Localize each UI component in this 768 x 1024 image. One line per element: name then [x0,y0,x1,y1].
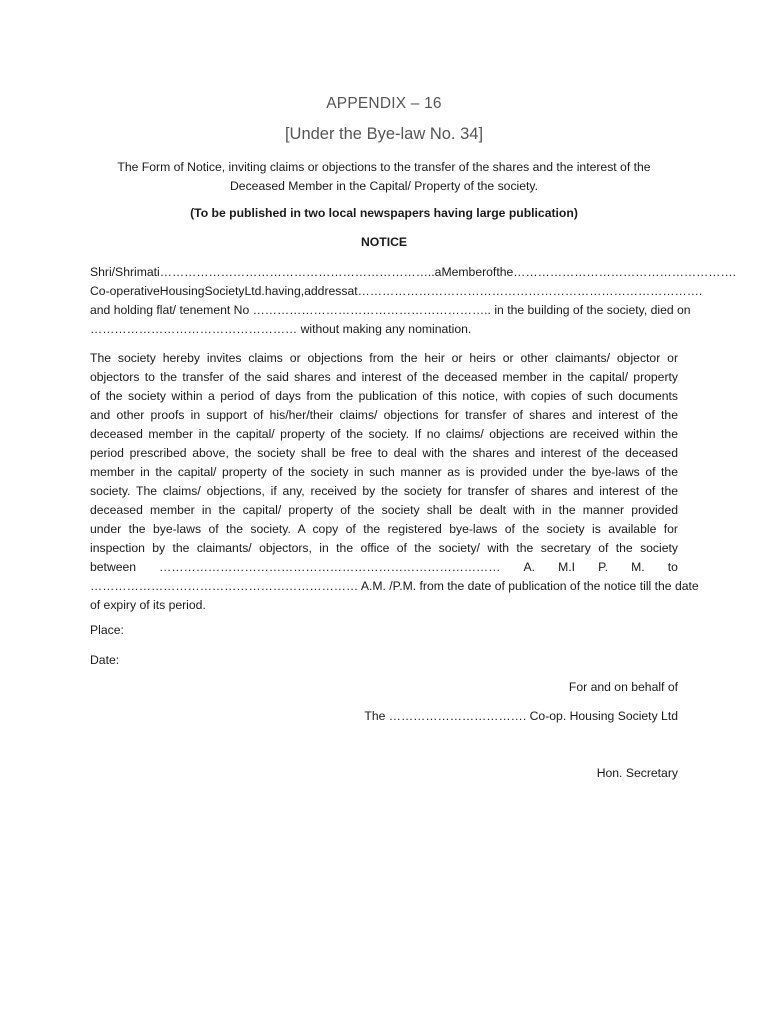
line-segment: of expiry of its period. [90,598,206,612]
line-segment: a [434,265,442,279]
line-segment: Shri/Shrimati [90,265,160,279]
claims-invitation-paragraph [90,349,699,615]
appendix-heading: APPENDIX – 16 [326,95,442,112]
line-segment: A. [523,560,535,574]
line-segment: deceased member in the capital/ property of the society. If no claims/ objections are received within the [90,427,678,441]
line-segment: inspection by the claimants/ objectors, in the office of the society/ with the secretary of the society [90,541,678,555]
paragraph-line [90,463,678,482]
paragraph-line [90,577,699,596]
line-segment: address [304,284,348,298]
line-segment: ………………………………………………. [513,265,737,279]
line-segment: Housing [159,284,205,298]
paragraph-line [90,406,678,425]
intro-line: Deceased Member in the Capital/ Property of the society. [230,179,538,193]
notice-title: NOTICE [360,235,408,249]
paragraph-line [90,520,678,539]
line-segment: deceased member in the capital/ property of the society shall be dealt with in the manner provided [90,503,678,517]
paragraph-line [90,425,678,444]
line-segment: of the society within a period of days from the publication of this notice, with copies of such documents [90,389,678,403]
paragraph-line [90,349,678,368]
line-segment: ………………………………………………………….. [159,265,435,279]
line-segment: ………………………………………………………… A.M. /P.M. from the date of publication of the notice till the date [90,579,699,593]
line-segment: having, [264,284,305,298]
member-details-paragraph [90,263,737,339]
on-behalf-text: For and on behalf of [568,680,678,694]
line-segment: of [486,265,497,279]
line-segment: and other proofs in support of his/her/their claims/ objections for transfer of shares and interest of the [90,408,678,422]
publication-instruction: (To be published in two local newspapers having large publication) [190,206,578,220]
intro-line: The Form of Notice, inviting claims or objections to the transfer of the shares and the interest of the [117,160,651,174]
line-segment: Ltd. [244,284,265,298]
paragraph-line [90,482,678,501]
date-line [90,651,678,670]
paragraph-line [90,596,678,615]
line-segment: Co-operative [90,284,160,298]
paragraph-line [90,282,703,301]
paragraph-line [90,301,691,320]
paragraph-line [90,368,678,387]
line-segment: objectors to the transfer of the said shares and interest of the deceased member in the capital/ property [90,370,678,384]
line-segment: ………………………………………………………………………… [159,560,501,574]
paragraph-line [90,501,678,520]
line-segment: Member [441,265,487,279]
line-segment: period prescribed above, the society shall be free to deal with the shares and interest of the deceased [90,446,678,460]
line-segment: M. [631,560,645,574]
date-label: Date: [90,653,120,667]
secretary-signature: Hon. Secretary [596,766,678,780]
line-segment: to [667,560,678,574]
paragraph-line [90,320,678,339]
society-name-line: The ……………………………. Co-op. Housing Society Ltd [364,709,678,723]
place-line [90,621,678,640]
paragraph-line [90,263,737,282]
line-segment: …………………………………………… without making any nomination. [90,322,472,336]
line-segment: P. [598,560,609,574]
bye-law-heading: [Under the Bye-law No. 34] [284,125,484,143]
paragraph-line [90,444,678,463]
intro-text [90,158,678,196]
place-label: Place: [90,623,124,637]
line-segment: between [90,560,137,574]
line-segment: under the bye-laws of the society. A copy of the registered bye-laws of the society is available for [90,522,678,536]
paragraph-line [90,539,678,558]
line-segment: at…………………………………………………………………………. [347,284,703,298]
line-segment: Society [204,284,245,298]
line-segment: The society hereby invites claims or objections from the heir or heirs or other claimants/ objector or [90,351,678,365]
line-segment: M.I [558,560,576,574]
line-segment: and holding flat/ tenement No ………………………………………………….. in the building of the society, died on [90,303,691,317]
line-segment: member in the capital/ property of the society in such manner as is provided under the bye-laws of the [90,465,678,479]
paragraph-line [90,387,678,406]
paragraph-line [90,558,678,577]
line-segment: society. The claims/ objections, if any, received by the society for transfer of shares and interest of the [90,484,678,498]
line-segment: the [496,265,514,279]
